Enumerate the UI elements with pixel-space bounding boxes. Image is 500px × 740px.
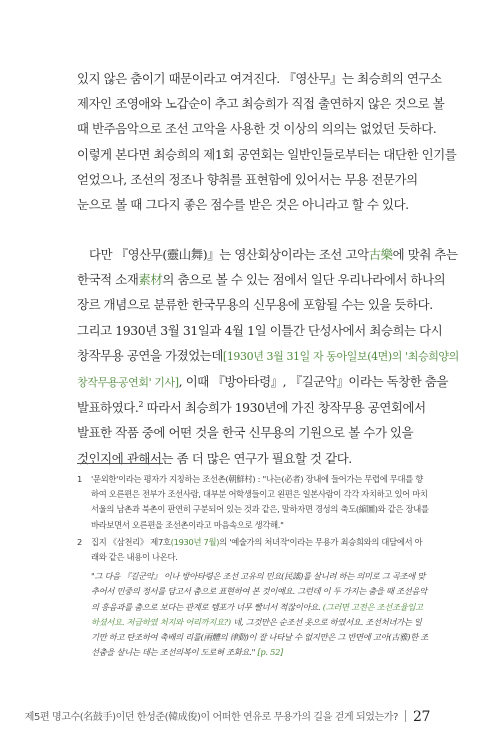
footnote-number: 2 [77,536,82,547]
quote-text: 네, 그것만은 순조선 옷으로 하였서요. 조선처녀가는 일기만 하고 탄조하여 축배의 리를(兩體의 律動)이 잘 나타날 수 없지만은 그 반면에 고아(古雅)한 조선춤을 살니는 데는 조선의복이 도로혀 조화요." [91,616,428,658]
footnote-date: (1930년 7월) [170,536,220,547]
page-footer [25,708,430,725]
text-line [77,242,458,267]
paragraph-1 [77,66,457,217]
paragraph-2 [77,242,459,471]
footnote-text: 의 '예술가의 처녀작'이라는 무용가 최승희와의 대담에서 아래와 같은 내용이 나온다. [91,536,423,563]
footnote-2 [77,535,429,565]
footnote-divider [77,463,163,464]
text-line: 발표한 작품 중에 어떤 것을 한국 신무용의 기원으로 볼 수가 있을 [77,425,414,441]
footnote-marker[interactable]: 2 [138,400,144,410]
text-segment: 다만 『영산무(靈山舞)』는 영산회상이라는 조선 고악 [89,247,369,262]
text-line: 얻었으나, 조선의 정조나 향취를 표현함에 있어서는 무용 전문가의 [77,171,418,187]
text-segment: 창작무용 공연을 가졌었는데 [77,347,223,363]
quote-page-ref: [p. 52] [257,647,283,658]
footnotes [77,472,429,660]
text-segment: , 이때 『방아타령』, 『길군악』이라는 독창한 춤을 [178,374,449,390]
text-line: 눈으로 볼 때 그다지 좋은 점수를 받은 것은 아니라고 할 수 있다. [77,197,409,213]
text-line: 장르 개념으로 분류한 한국무용의 신무용에 포함될 수는 있을 듯하다. [77,297,433,313]
text-line [77,369,449,395]
text-segment: 한국적 소재 [77,272,139,288]
text-segment: 의 춤으로 볼 수 있는 점에서 일단 우리나라에서 하나의 [162,272,446,288]
text-line [77,267,446,292]
footnote-number: 1 [77,474,82,484]
text-line: 있지 않은 춤이기 때문이라고 여겨진다. 『영산무』는 최승희의 연구소 [77,71,442,86]
text-line: 것인지에 관해서는 좀 더 많은 연구가 필요할 것 같다. [77,450,352,466]
footnote-1 [77,472,429,533]
text-line: 이렇게 본다면 최승희의 제1회 공연회는 일반인들로부터는 대단한 인기를 [77,146,457,162]
hanja-annotation: 素材 [138,272,163,288]
text-line: 그리고 1930년 3월 31일과 4월 1일 이틀간 단성사에서 최승희는 다시 [77,322,443,338]
footnote-text: '문외한'이라는 평자가 지칭하는 조선촌(朝鮮村) : "나는(必者) 장내에 들어가는 무렵에 무대를 향하여 오른편은 전부가 조선사람, 대부분 어학생들이고 왼편은 일본사람이 각각 자치하고 있어 마치 서울의 남촌과 북촌이 판연히 구분되어 있는 것과 같은, 말하자면 경성의 축도(縮圖)와 같은 장내를 바라보면서 오른편을 조선촌이라고 마음속으로 생각해." [91,474,429,530]
footnote-text: 집지 《삼천리》 제7호 [91,536,171,547]
hanja-annotation: 古樂 [368,247,393,262]
footnote-quote [77,569,429,660]
text-line [77,343,459,369]
text-segment: 에 맞춰 추는 [392,247,458,262]
page-number: 27 [412,709,430,725]
footer-divider [405,710,406,722]
text-line: 때 반주음악으로 조선 고악을 사용한 것 이상의 의의는 없었던 듯하다. [77,121,437,137]
running-title: 제5편 명고수(名鼓手)이던 한성준(韓成俊)이 어떠한 연유로 무용가의 길을 걷게 되었는가? [24,712,398,723]
text-segment: 따라서 최승희가 1930년에 가진 창작무용 공연회에서 [143,400,426,416]
text-segment: 발표하였다. [77,400,139,416]
source-citation: [1930년 3월 31일 자 동아일보(4면)의 '최승희양의 [222,349,459,363]
source-citation: 창작무용공연회' 기사] [77,376,179,390]
quote-aside: (그러면 고전은 조선조율입고 하셨서요. 저급하였 처지와 어리까지요?) [91,601,423,627]
text-line [77,395,429,420]
quote-text: "그 다음 『길군악』 이나 방아타령은 조선 고유의 민요(民謠)를 살니려 하는 의미로 그 곡조에 맞추어서 민중의 정서를 담고서 춤으로 표현하여 본 것이예요. 그런데 이 두 가지는 춤을 때 조선음악의 흥음과를 춤으로 보다는 관계로 템포가 너무 빨너서 적잖이아요. [91,571,427,612]
text-line: 제자인 조영애와 노갑순이 추고 최승희가 직접 출연하지 않은 것으로 볼 [77,96,445,112]
